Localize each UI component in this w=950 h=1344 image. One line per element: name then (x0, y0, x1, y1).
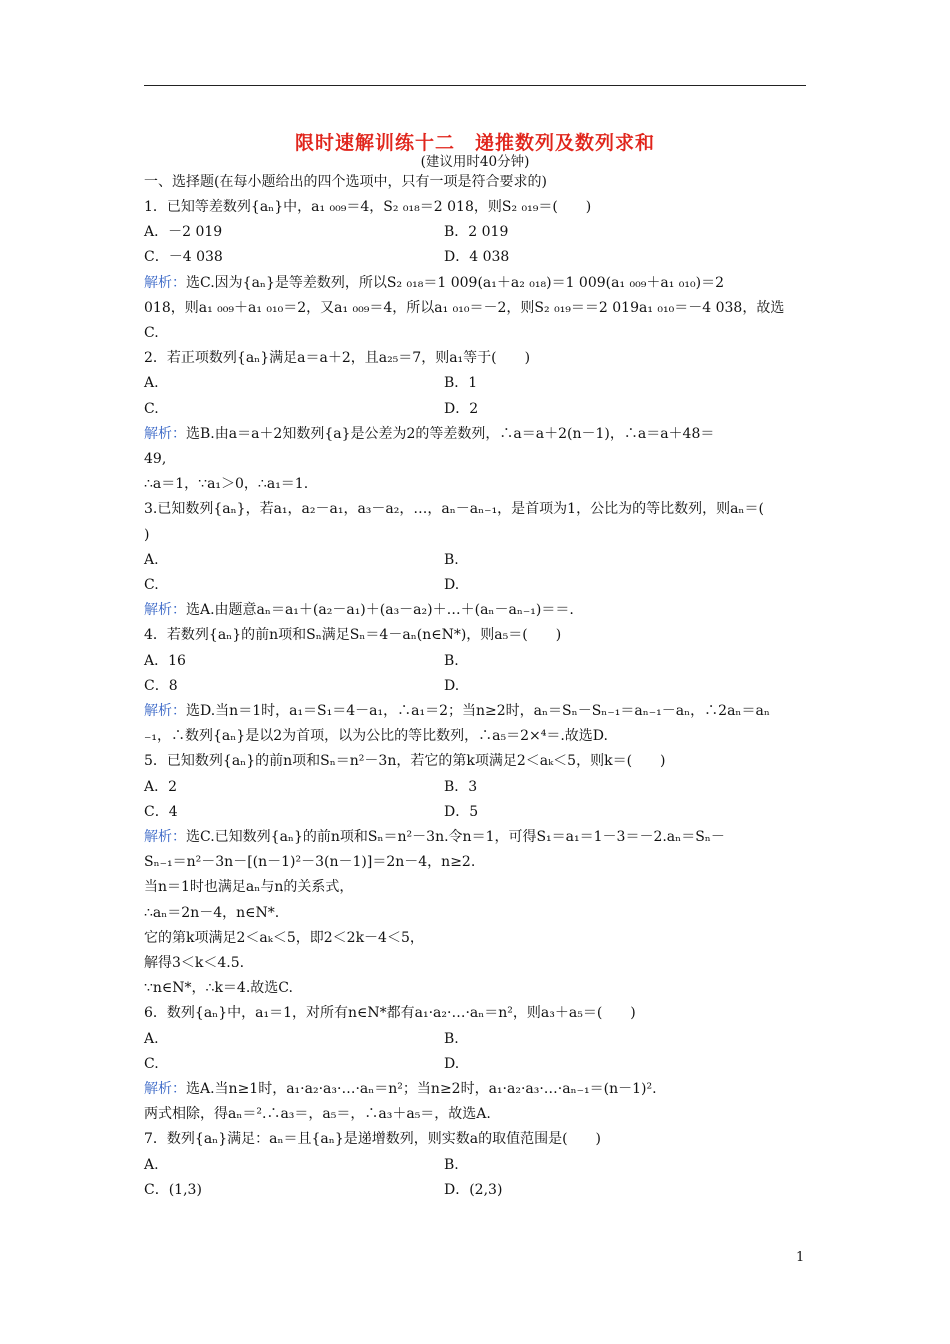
option-right: D. (444, 577, 460, 593)
page-subtitle: (建议用时40分钟) (420, 154, 530, 170)
explanation-label: 解析： (144, 1081, 186, 1097)
answer-options (144, 373, 806, 393)
explanation-label: 解析： (144, 829, 186, 845)
explanation-line (144, 600, 806, 620)
option-left: A. (144, 375, 159, 392)
option-left: A. (144, 1156, 159, 1173)
option-right: B．2 019 (444, 224, 509, 241)
answer-options (144, 550, 806, 570)
option-left: C. (144, 577, 159, 593)
option-right: D．5 (444, 803, 479, 820)
text-line: Sₙ₋₁＝n²－3n－[(n－1)²－3(n－1)]＝2n－4，n≥2. (144, 854, 476, 871)
option-right: D. (444, 677, 460, 694)
option-right: D．(2,3) (444, 1181, 503, 1198)
header-rule (144, 85, 806, 86)
text-line: 3.已知数列{aₙ}，若a₁，a₂－a₁，a₃－a₂，…，aₙ－aₙ₋₁，是首项为1，公比为的等比数列，则aₙ＝( (144, 501, 764, 518)
answer-options (144, 399, 806, 419)
text-line: ∴aₙ＝2n－4，n∈N*. (144, 904, 280, 921)
section-heading: 一、选择题(在每小题给出的四个选项中，只有一项是符合要求的) (144, 174, 547, 190)
text-line: ₋₁，∴数列{aₙ}是以2为首项，以为公比的等比数列，∴a₅＝2×⁴＝.故选D. (144, 728, 608, 745)
option-right: B. (444, 1030, 459, 1047)
explanation-label: 解析： (144, 602, 186, 619)
option-right: D. (444, 1055, 460, 1072)
answer-options (144, 651, 806, 671)
explanation-text: 选A.由题意aₙ＝a₁＋(a₂－a₁)＋(a₃－a₂)＋…＋(aₙ－aₙ₋₁)＝＝. (186, 602, 574, 619)
option-left: C. (144, 1055, 159, 1072)
answer-options (144, 1180, 806, 1200)
option-left: A．－2 019 (144, 224, 223, 241)
option-left: A. (144, 1030, 159, 1047)
explanation-label: 解析： (144, 425, 186, 442)
page-title: 限时速解训练十二 递推数列及数列求和 (294, 132, 655, 154)
explanation-text: 选A.当n≥1时，a₁·a₂·a₃·…·aₙ＝n²；当n≥2时，a₁·a₂·a₃·…·aₙ₋₁＝(n－1)². (186, 1081, 657, 1097)
explanation-line (144, 273, 806, 293)
text-line: 两式相除，得aₙ＝².∴a₃＝，a₅＝，∴a₃＋a₅＝，故选A. (144, 1106, 491, 1123)
option-right: B. (444, 1156, 459, 1173)
text-line: 7．数列{aₙ}满足：aₙ＝且{aₙ}是递增数列，则实数a的取值范围是( ) (144, 1131, 602, 1148)
text-line: 018，则a₁ ₀₀₉＋a₁ ₀₁₀＝2，又a₁ ₀₀₉＝4，所以a₁ ₀₁₀＝－2，则S₂ ₀₁₉＝＝2 019a₁ ₀₁₀＝－4 038，故选 (144, 299, 785, 316)
option-right: D．4 038 (444, 249, 510, 266)
explanation-label: 解析： (144, 703, 186, 719)
answer-options (144, 247, 806, 267)
answer-options (144, 802, 806, 822)
option-right: B. (444, 652, 459, 669)
text-line: ) (144, 526, 150, 543)
option-left: A．2 (144, 778, 178, 795)
explanation-label: 解析： (144, 274, 186, 291)
explanation-text: 选C.已知数列{aₙ}的前n项和Sₙ＝n²－3n.令n＝1，可得S₁＝a₁＝1－3＝－2.aₙ＝Sₙ－ (186, 829, 725, 845)
page-number: 1 (796, 1250, 805, 1265)
text-line: 1．已知等差数列{aₙ}中，a₁ ₀₀₉＝4，S₂ ₀₁₈＝2 018，则S₂ ₀₁₉＝( ) (144, 199, 592, 215)
text-line: 解得3＜k＜4.5. (144, 955, 245, 971)
option-left: A．16 (144, 652, 186, 669)
answer-options (144, 777, 806, 797)
text-line: ∴a＝1，∵a₁＞0，∴a₁＝1. (144, 476, 309, 493)
explanation-text: 选B.由a＝a＋2知数列{a}是公差为2的等差数列，∴a＝a＋2(n－1)，∴a＝a＋48＝ (186, 425, 715, 442)
option-left: C．8 (144, 677, 178, 694)
option-right: B．1 (444, 375, 478, 392)
explanation-line (144, 424, 806, 444)
text-line: 4．若数列{aₙ}的前n项和Sₙ满足Sₙ＝4－aₙ(n∈N*)，则a₅＝( ) (144, 627, 562, 644)
explanation-line (144, 1079, 806, 1099)
explanation-line (144, 827, 806, 847)
option-right: B．3 (444, 778, 478, 795)
option-right: B. (444, 551, 459, 568)
answer-options (144, 222, 806, 242)
text-line: 2．若正项数列{aₙ}满足a＝a＋2，且a₂₅＝7，则a₁等于( ) (144, 350, 531, 367)
text-line: 当n＝1时也满足aₙ与n的关系式， (144, 879, 354, 896)
text-line: 49, (144, 451, 167, 467)
text-line: 5．已知数列{aₙ}的前n项和Sₙ＝n²－3n，若它的第k项满足2＜aₖ＜5，则k＝( ) (144, 753, 666, 770)
option-left: C．(1,3) (144, 1181, 202, 1198)
text-line: 它的第k项满足2＜aₖ＜5，即2＜2k－4＜5， (144, 929, 424, 946)
answer-options (144, 575, 806, 595)
answer-options (144, 1054, 806, 1074)
option-left: C．4 (144, 803, 178, 820)
explanation-text: 选D.当n＝1时，a₁＝S₁＝4－a₁，∴a₁＝2；当n≥2时，aₙ＝Sₙ－Sₙ₋₁＝aₙ₋₁－aₙ，∴2aₙ＝aₙ (186, 703, 770, 719)
answer-options (144, 1029, 806, 1049)
text-line: 6．数列{aₙ}中，a₁＝1，对所有n∈N*都有a₁·a₂·…·aₙ＝n²，则a₃＋a₅＝( ) (144, 1005, 636, 1022)
text-line: C. (144, 325, 159, 341)
explanation-line (144, 701, 806, 721)
text-line: ∵n∈N*，∴k＝4.故选C. (144, 980, 293, 997)
option-right: D．2 (444, 400, 479, 417)
option-left: C．－4 038 (144, 249, 223, 266)
option-left: A. (144, 551, 159, 568)
answer-options (144, 676, 806, 696)
answer-options (144, 1155, 806, 1175)
explanation-text: 选C.因为{aₙ}是等差数列，所以S₂ ₀₁₈＝1 009(a₁＋a₂ ₀₁₈)＝1 009(a₁ ₀₀₉＋a₁ ₀₁₀)＝2 (186, 274, 724, 291)
option-left: C. (144, 400, 159, 417)
